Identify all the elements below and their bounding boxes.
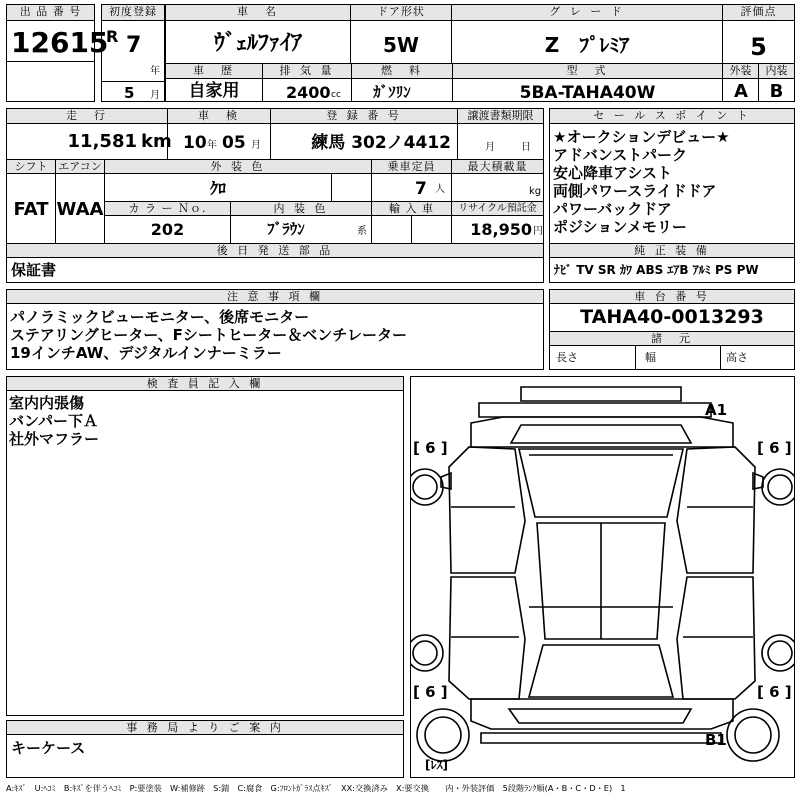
capacity: 7: [415, 179, 427, 199]
inspector-box: [6, 376, 404, 716]
width-label: 幅: [645, 351, 656, 364]
door-label: ドア形状: [351, 5, 451, 21]
displacement-label: 排 気 量: [263, 64, 351, 79]
reg-year: 7: [126, 33, 142, 58]
shift: FAT: [13, 199, 49, 220]
lot-number-label: 出 品 番 号: [7, 5, 94, 21]
equipment-item: ｶﾜ: [619, 263, 632, 277]
plate-number: 練馬 302ノ4412: [311, 133, 451, 153]
later-parts: 保証書: [11, 261, 57, 279]
aircon: WAA: [56, 199, 104, 220]
equipment-list: [554, 264, 759, 276]
note-line: パノラミックビューモニター、後席モニター: [10, 308, 310, 326]
sales-point-item: アドバンストパーク: [553, 146, 687, 164]
era-label: R: [106, 27, 119, 46]
sales-points-label: セ ー ル ス ポ イ ン ト: [550, 109, 794, 124]
int-color-unit: 系: [357, 226, 367, 237]
max-load-label: 最大積載量: [452, 160, 543, 174]
inspector-line: バンパー下Ａ: [9, 412, 98, 430]
reg-year-unit: 年: [150, 66, 160, 77]
inspection-year: 10: [183, 133, 207, 153]
car-name: ｳﾞｪﾙﾌｧｲｱ: [213, 31, 302, 56]
inspection-month: 05: [222, 133, 246, 153]
equipment-item: SR: [597, 263, 616, 277]
sales-point-item: 両側パワースライドドア: [553, 182, 717, 200]
length-label: 長さ: [556, 351, 578, 364]
color-no-label: カ ラ ー Ｎｏ.: [105, 202, 230, 216]
fuel: ｶﾞｿﾘﾝ: [373, 83, 411, 101]
tire-rear-left: [ 6 ]: [413, 683, 448, 701]
inspection-month-unit: 月: [251, 140, 261, 151]
mileage: 11,581: [67, 131, 137, 152]
recycle-deposit: 18,950: [470, 220, 532, 239]
max-load-unit: kg: [529, 186, 542, 197]
tire-rear-right: [ 6 ]: [757, 683, 792, 701]
inspection-label: 車 検: [168, 109, 270, 124]
reg-month-unit: 月: [150, 90, 160, 101]
int-grade-label: 内装: [759, 64, 794, 79]
history: 自家用: [188, 81, 240, 101]
damage-diagram: [410, 376, 795, 778]
capacity-unit: 人: [435, 184, 445, 195]
equipment-item: ｴｱB: [667, 263, 689, 277]
legend: A:ｷｽﾞ U:ﾍｺﾐ B:ｷｽﾞを伴うﾍｺﾐ P:要塗装 W:補修跡 S:錆 C:腐食 G:ﾌﾛﾝﾄｶﾞﾗｽ点ｷｽﾞ XX:交換済み X:要交換 内・外装評価 5段階ﾗﾝｸ順(A・B・C・D・E) 1: [6, 783, 626, 793]
transfer-day-unit: 日: [521, 142, 531, 153]
inspector-line: 社外マフラー: [9, 430, 100, 448]
inspection-year-unit: 年: [207, 140, 217, 151]
office-box: [6, 720, 404, 778]
capacity-label: 乗車定員: [372, 160, 451, 174]
notes-label: 注 意 事 項 欄: [7, 290, 543, 304]
ext-grade: A: [734, 81, 748, 102]
vehicle-info-box: [165, 4, 795, 102]
lot-number-box: [6, 4, 109, 102]
damage-mark-rear: B1: [705, 731, 727, 749]
equipment-item: TV: [576, 263, 594, 277]
spare-tire-label: [ﾚｽ]: [425, 758, 448, 772]
import-label: 輸 入 車: [372, 202, 451, 216]
tire-front-right: [ 6 ]: [757, 439, 792, 457]
fuel-label: 燃 料: [352, 64, 452, 79]
displacement-unit: cc: [331, 90, 341, 100]
notes-list: [10, 308, 407, 362]
color-no: 202: [150, 220, 185, 239]
reg-month: 5: [124, 84, 135, 102]
notes-box: [6, 289, 544, 370]
note-line: ステアリングヒーター、Fシートヒーター＆ベンチレーター: [10, 326, 407, 344]
office-label: 事 務 局 よ り ご 案 内: [7, 721, 403, 735]
door-type: 5W: [383, 33, 419, 57]
shift-label: シフト: [7, 160, 55, 174]
equipment-item: PS: [714, 263, 733, 277]
transfer-month-unit: 月: [485, 142, 495, 153]
displacement: 2400: [286, 83, 331, 102]
recycle-label: リサイクル預託金: [452, 202, 543, 216]
ext-color-label: 外 装 色: [105, 160, 371, 174]
details-box: [6, 108, 544, 283]
model-label: 型 式: [453, 64, 722, 79]
ext-grade-label: 外装: [723, 64, 759, 79]
mileage-unit: km: [141, 131, 172, 152]
history-label: 車 歴: [166, 64, 262, 79]
equipment-item: PW: [736, 263, 759, 277]
inspector-notes: [9, 394, 99, 448]
inspector-label: 検 査 員 記 入 欄: [7, 377, 403, 391]
office-note: キーケース: [11, 739, 86, 757]
dims-label: 諸 元: [550, 332, 794, 346]
aircon-label: エアコン: [56, 160, 104, 174]
plate-label: 登 録 番 号: [271, 109, 457, 124]
equipment-item: ｱﾙﾐ: [692, 263, 711, 277]
first-registration-label: 初度登録: [102, 5, 164, 21]
mileage-label: 走 行: [7, 109, 167, 124]
sales-point-item: ★オークションデビュー★: [553, 128, 730, 146]
model-code: 5BA-TAHA40W: [519, 83, 656, 103]
grade-label: グ レ ー ド: [452, 5, 722, 21]
equipment-label: 純 正 装 備: [550, 244, 794, 258]
int-color: ﾌﾞﾗｳﾝ: [267, 220, 305, 238]
car-outline-diagram: [411, 377, 794, 777]
grade: Z ﾌﾟﾚﾐｱ: [544, 33, 630, 57]
height-label: 高さ: [726, 351, 748, 364]
sales-point-item: パワーバックドア: [553, 200, 672, 218]
transfer-label: 譲渡書類期限: [458, 109, 543, 124]
lot-number: 12615: [11, 26, 109, 59]
sales-points-list: [553, 128, 730, 236]
score: 5: [750, 33, 767, 61]
tire-front-left: [ 6 ]: [413, 439, 448, 457]
score-label: 評価点: [723, 5, 794, 21]
later-parts-label: 後 日 発 送 部 品: [7, 244, 543, 258]
chassis-label: 車 台 番 号: [550, 290, 794, 304]
sales-point-item: ポジションメモリー: [553, 218, 687, 236]
first-registration-box: [101, 4, 165, 102]
ext-color: ｸﾛ: [209, 179, 226, 198]
recycle-unit: 円: [533, 226, 543, 237]
int-grade: B: [769, 81, 784, 102]
sales-point-item: 安心降車アシスト: [553, 164, 672, 182]
car-name-label: 車 名: [166, 5, 350, 21]
equipment-item: ABS: [636, 263, 664, 277]
sales-points-box: [549, 108, 795, 283]
note-line: 19インチAW、デジタルインナーミラー: [10, 344, 282, 362]
int-color-label: 内 装 色: [231, 202, 371, 216]
damage-mark-front: A1: [705, 401, 728, 419]
inspector-line: 室内内張傷: [9, 394, 85, 412]
chassis-box: [549, 289, 795, 370]
chassis-number: TAHA40-0013293: [580, 306, 764, 328]
equipment-item: ﾅﾋﾞ: [554, 263, 573, 277]
